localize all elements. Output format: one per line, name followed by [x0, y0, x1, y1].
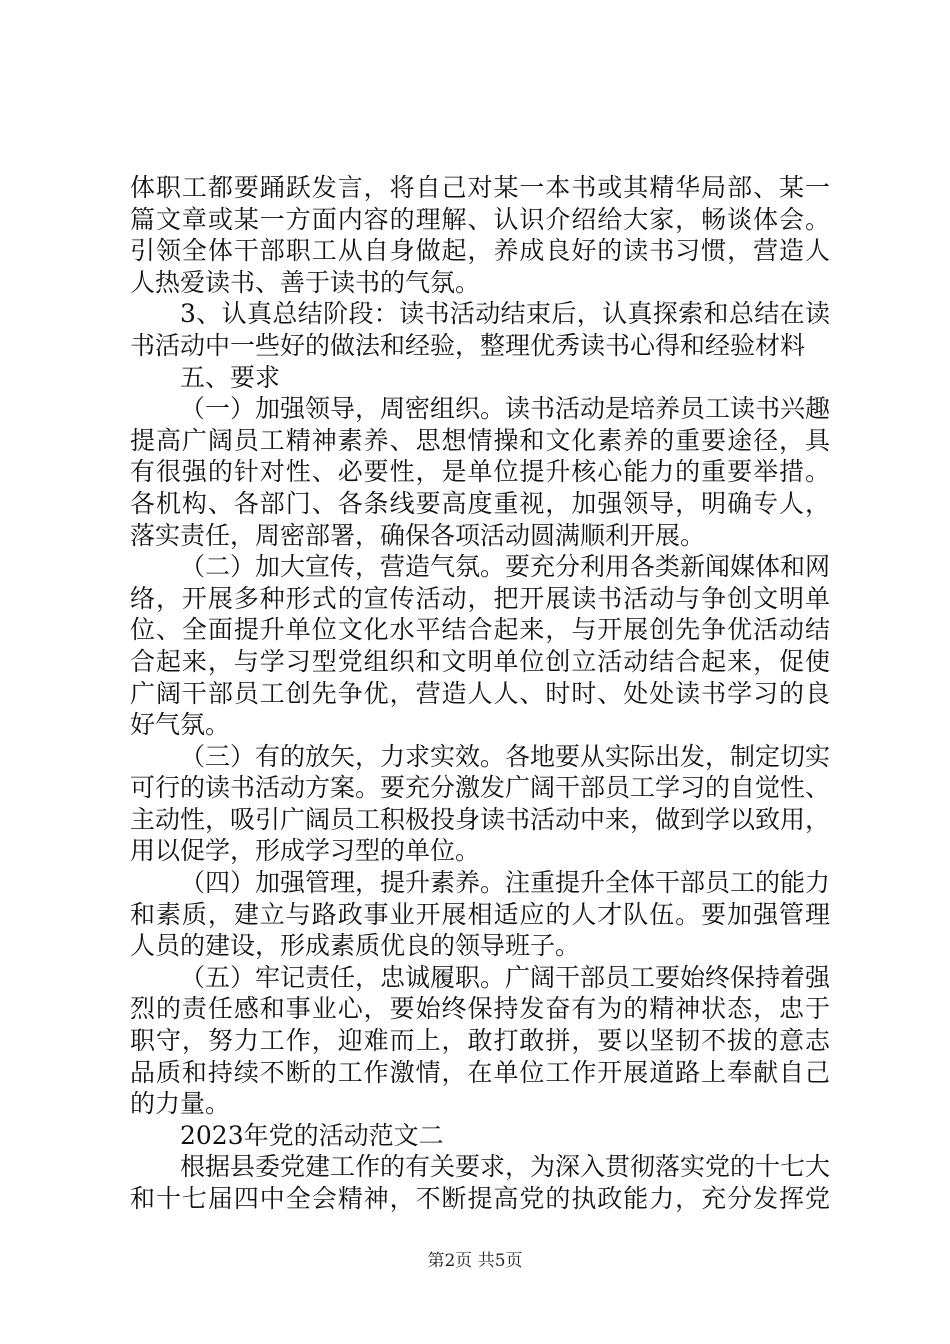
text-line: （一）加强领导，周密组织。读书活动是培养员工读书兴趣 [180, 394, 831, 424]
text-line: 提高广阔员工精神素养、思想情操和文化素养的重要途径，具 [130, 425, 830, 455]
page-number-footer: 第2页 共5页 [427, 1251, 523, 1271]
document-body [130, 172, 830, 1215]
text-line: 体职工都要踊跃发言，将自己对某一本书或其精华局部、某一 [130, 173, 830, 202]
text-line: 和素质，建立与路政事业开展相适应的人才队伍。要加强管理 [130, 899, 830, 929]
text-line: 3、认真总结阶段：读书活动结束后，认真探索和总结在读 [180, 299, 830, 329]
text-line: 广阔干部员工创先争优，营造人人、时时、处处读书学习的良 [130, 678, 830, 708]
text-line: 好气氛。 [130, 710, 231, 740]
text-line: 引领全体干部职工从自身做起，养成良好的读书习惯，营造人 [130, 236, 830, 266]
text-line: 的力量。 [130, 1089, 231, 1119]
text-line: 位、全面提升单位文化水平结合起来，与开展创先争优活动结 [130, 615, 830, 645]
text-line: 各机构、各部门、各条线要高度重视，加强领导，明确专人， [130, 488, 830, 518]
text-line: 落实责任，周密部署，确保各项活动圆满顺利开展。 [130, 520, 706, 550]
text-line: （三）有的放矢，力求实效。各地要从实际出发，制定切实 [180, 741, 831, 771]
section-title: 2023年党的活动范文二 [180, 1120, 444, 1150]
text-line: 人热爱读书、善于读书的气氛。 [130, 267, 481, 297]
text-line: 可行的读书活动方案。要充分激发广阔干部员工学习的自觉性、 [130, 773, 831, 803]
text-line: 根据县委党建工作的有关要求，为深入贯彻落实党的十七大 [180, 1152, 831, 1182]
text-line: 品质和持续不断的工作激情，在单位工作开展道路上奉献自己 [130, 1057, 830, 1087]
text-line: （五）牢记责任，忠诚履职。广阔干部员工要始终保持着强 [180, 962, 831, 992]
text-line: 人员的建设，形成素质优良的领导班子。 [130, 931, 581, 961]
text-line: 络，开展多种形式的宣传活动，把开展读书活动与争创文明单 [130, 583, 830, 613]
text-line: 和十七届四中全会精神，不断提高党的执政能力，充分发挥党 [130, 1184, 830, 1213]
text-line: 用以促学，形成学习型的单位。 [130, 836, 481, 866]
text-line: 职守，努力工作，迎难而上，敢打敢拼，要以坚韧不拔的意志 [130, 1026, 830, 1056]
text-line: （四）加强管理，提升素养。注重提升全体干部员工的能力 [180, 868, 831, 898]
text-line: 有很强的针对性、必要性，是单位提升核心能力的重要举措。 [130, 457, 830, 487]
text-line: 篇文章或某一方面内容的理解、认识介绍给大家，畅谈体会。 [130, 204, 830, 234]
section-heading: 五、要求 [180, 362, 281, 392]
text-line: 合起来，与学习型党组织和文明单位创立活动结合起来，促使 [130, 646, 830, 676]
text-line: 烈的责任感和事业心，要始终保持发奋有为的精神状态，忠于 [130, 994, 830, 1024]
text-line: 主动性，吸引广阔员工积极投身读书活动中来，做到学以致用， [130, 804, 831, 834]
text-line: 书活动中一些好的做法和经验，整理优秀读书心得和经验材料 [130, 330, 806, 360]
text-line: （二）加大宣传，营造气氛。要充分利用各类新闻媒体和网 [180, 552, 831, 582]
